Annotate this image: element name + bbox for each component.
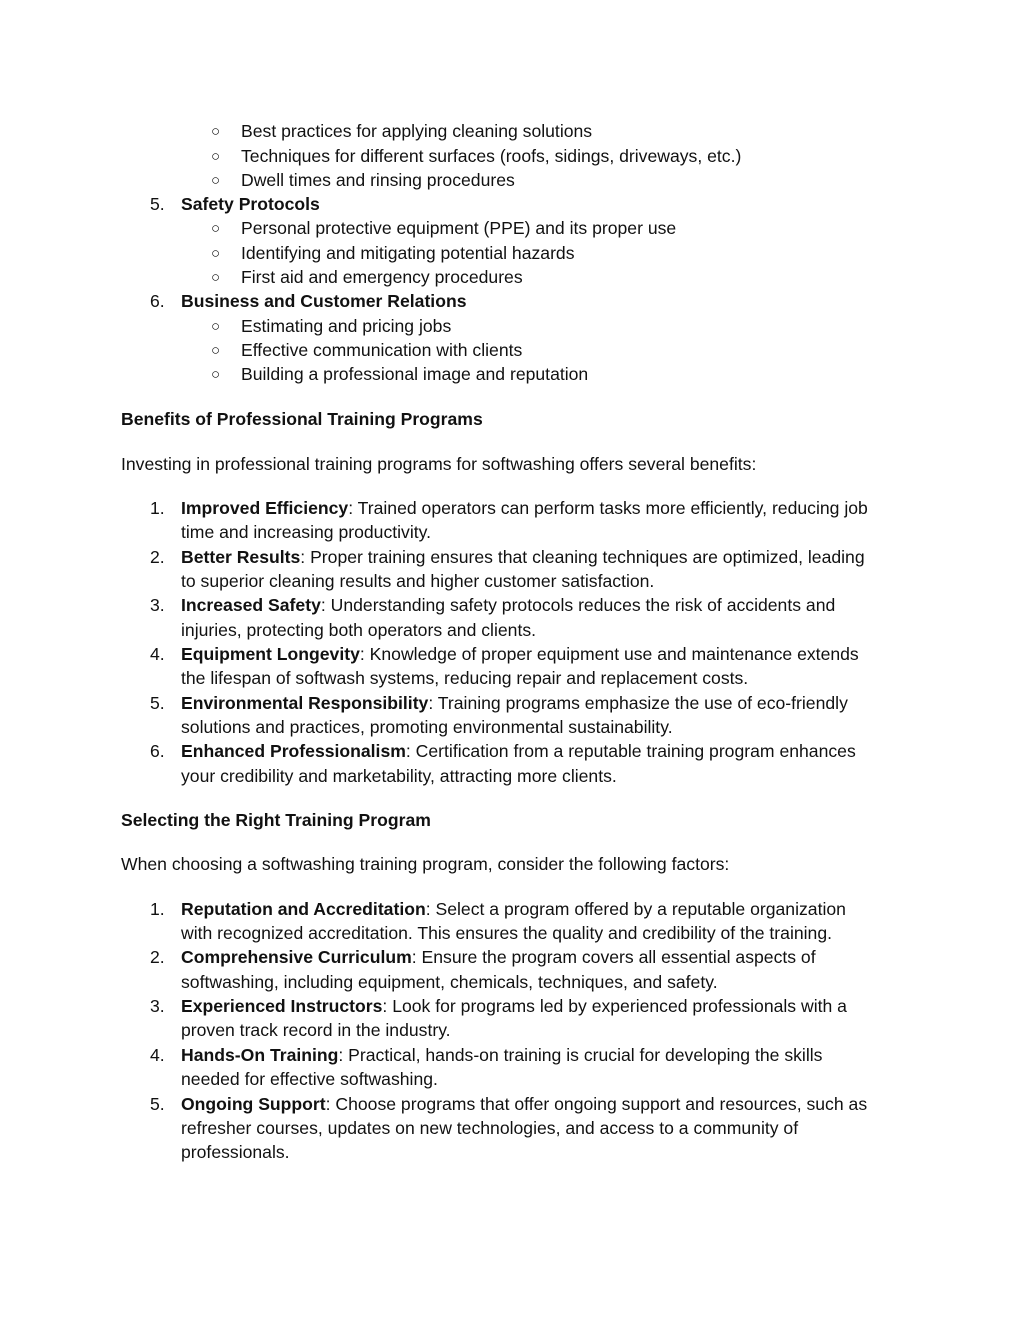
list-item-text: : Practical, hands-on training is crucial for developing the skills: [338, 1045, 823, 1065]
list-item: [181, 642, 859, 666]
list-item-text: time and increasing productivity.: [181, 522, 432, 542]
list-item-term: Ongoing Support: [181, 1094, 326, 1114]
list-item: [181, 945, 816, 969]
bullet-icon: ○: [211, 245, 221, 262]
list-item-text: the lifespan of softwash systems, reducing repair and replacement costs.: [181, 668, 749, 688]
list-number: 5.: [150, 1094, 165, 1114]
list-number: 3.: [150, 595, 165, 615]
list-number: 4.: [150, 1045, 165, 1065]
list-number: 3.: [150, 996, 165, 1016]
list-subitem: Techniques for different surfaces (roofs, sidings, driveways, etc.): [241, 146, 742, 166]
list-subitem: Building a professional image and reputation: [241, 364, 589, 384]
list-item-text: proven track record in the industry.: [181, 1020, 451, 1040]
list-item-term: Reputation and Accreditation: [181, 899, 426, 919]
list-item-term: Improved Efficiency: [181, 498, 349, 518]
list-item-term: Better Results: [181, 547, 301, 567]
list-item: [181, 897, 846, 921]
list-item-term: Increased Safety: [181, 595, 321, 615]
list-item: [181, 545, 865, 569]
list-item-text: professionals.: [181, 1142, 290, 1162]
list-number: 6.: [150, 741, 165, 761]
bullet-icon: ○: [211, 269, 221, 286]
list-subitem: Dwell times and rinsing procedures: [241, 170, 515, 190]
list-item: [181, 1092, 867, 1116]
list-item-term: Comprehensive Curriculum: [181, 947, 412, 967]
list-item-text: refresher courses, updates on new technologies, and access to a community of: [181, 1118, 799, 1138]
bullet-icon: ○: [211, 123, 221, 140]
list-item-text: softwashing, including equipment, chemicals, techniques, and safety.: [181, 972, 718, 992]
list-item-text: : Select a program offered by a reputable organization: [425, 899, 846, 919]
bullet-icon: ○: [211, 342, 221, 359]
list-item-text: needed for effective softwashing.: [181, 1069, 438, 1089]
section-heading: Selecting the Right Training Program: [121, 810, 431, 830]
list-subitem: First aid and emergency procedures: [241, 267, 523, 287]
list-item-text: : Training programs emphasize the use of eco-friendly: [428, 693, 848, 713]
list-number: 5.: [150, 194, 165, 214]
list-item-text: to superior cleaning results and higher customer satisfaction.: [181, 571, 655, 591]
list-item-text: your credibility and marketability, attracting more clients.: [181, 766, 617, 786]
section-intro: Investing in professional training programs for softwashing offers several benefits:: [121, 454, 757, 474]
list-item: [181, 1043, 822, 1067]
list-item-text: : Certification from a reputable training program enhances: [405, 741, 856, 761]
list-item-title: Business and Customer Relations: [181, 291, 467, 311]
list-item-term: Experienced Instructors: [181, 996, 383, 1016]
list-item-text: with recognized accreditation. This ensures the quality and credibility of the training.: [181, 923, 833, 943]
bullet-icon: ○: [211, 318, 221, 335]
list-subitem: Effective communication with clients: [241, 340, 523, 360]
bullet-icon: ○: [211, 366, 221, 383]
list-number: 5.: [150, 693, 165, 713]
list-number: 1.: [150, 498, 165, 518]
bullet-icon: ○: [211, 220, 221, 237]
list-item: [181, 496, 868, 520]
list-item-text: : Understanding safety protocols reduces the risk of accidents and: [320, 595, 836, 615]
list-item-term: Enhanced Professionalism: [181, 741, 406, 761]
bullet-icon: ○: [211, 148, 221, 165]
list-number: 2.: [150, 547, 165, 567]
list-item-title: Safety Protocols: [181, 194, 320, 214]
bullet-icon: ○: [211, 172, 221, 189]
list-item-text: solutions and practices, promoting environmental sustainability.: [181, 717, 673, 737]
list-item-text: : Choose programs that offer ongoing support and resources, such as: [325, 1094, 868, 1114]
list-item-text: : Look for programs led by experienced professionals with a: [382, 996, 847, 1016]
list-item-term: Environmental Responsibility: [181, 693, 429, 713]
list-number: 1.: [150, 899, 165, 919]
list-item: [181, 691, 848, 715]
list-subitem: Identifying and mitigating potential hazards: [241, 243, 575, 263]
list-number: 6.: [150, 291, 165, 311]
list-item-term: Hands-On Training: [181, 1045, 339, 1065]
list-subitem: Best practices for applying cleaning solutions: [241, 121, 593, 141]
list-item: [181, 739, 856, 763]
list-number: 4.: [150, 644, 165, 664]
list-item-text: injuries, protecting both operators and clients.: [181, 620, 537, 640]
list-item-term: Equipment Longevity: [181, 644, 360, 664]
list-item: [181, 994, 847, 1018]
list-subitem: Estimating and pricing jobs: [241, 316, 452, 336]
list-item-text: : Proper training ensures that cleaning techniques are optimized, leading: [300, 547, 865, 567]
list-item: [181, 593, 835, 617]
list-item-text: : Knowledge of proper equipment use and maintenance extends: [359, 644, 859, 664]
list-item-text: : Ensure the program covers all essential aspects of: [411, 947, 816, 967]
list-number: 2.: [150, 947, 165, 967]
list-item-text: : Trained operators can perform tasks more efficiently, reducing job: [348, 498, 868, 518]
section-heading: Benefits of Professional Training Programs: [121, 409, 483, 429]
list-subitem: Personal protective equipment (PPE) and its proper use: [241, 218, 677, 238]
section-intro: When choosing a softwashing training program, consider the following factors:: [121, 854, 730, 874]
